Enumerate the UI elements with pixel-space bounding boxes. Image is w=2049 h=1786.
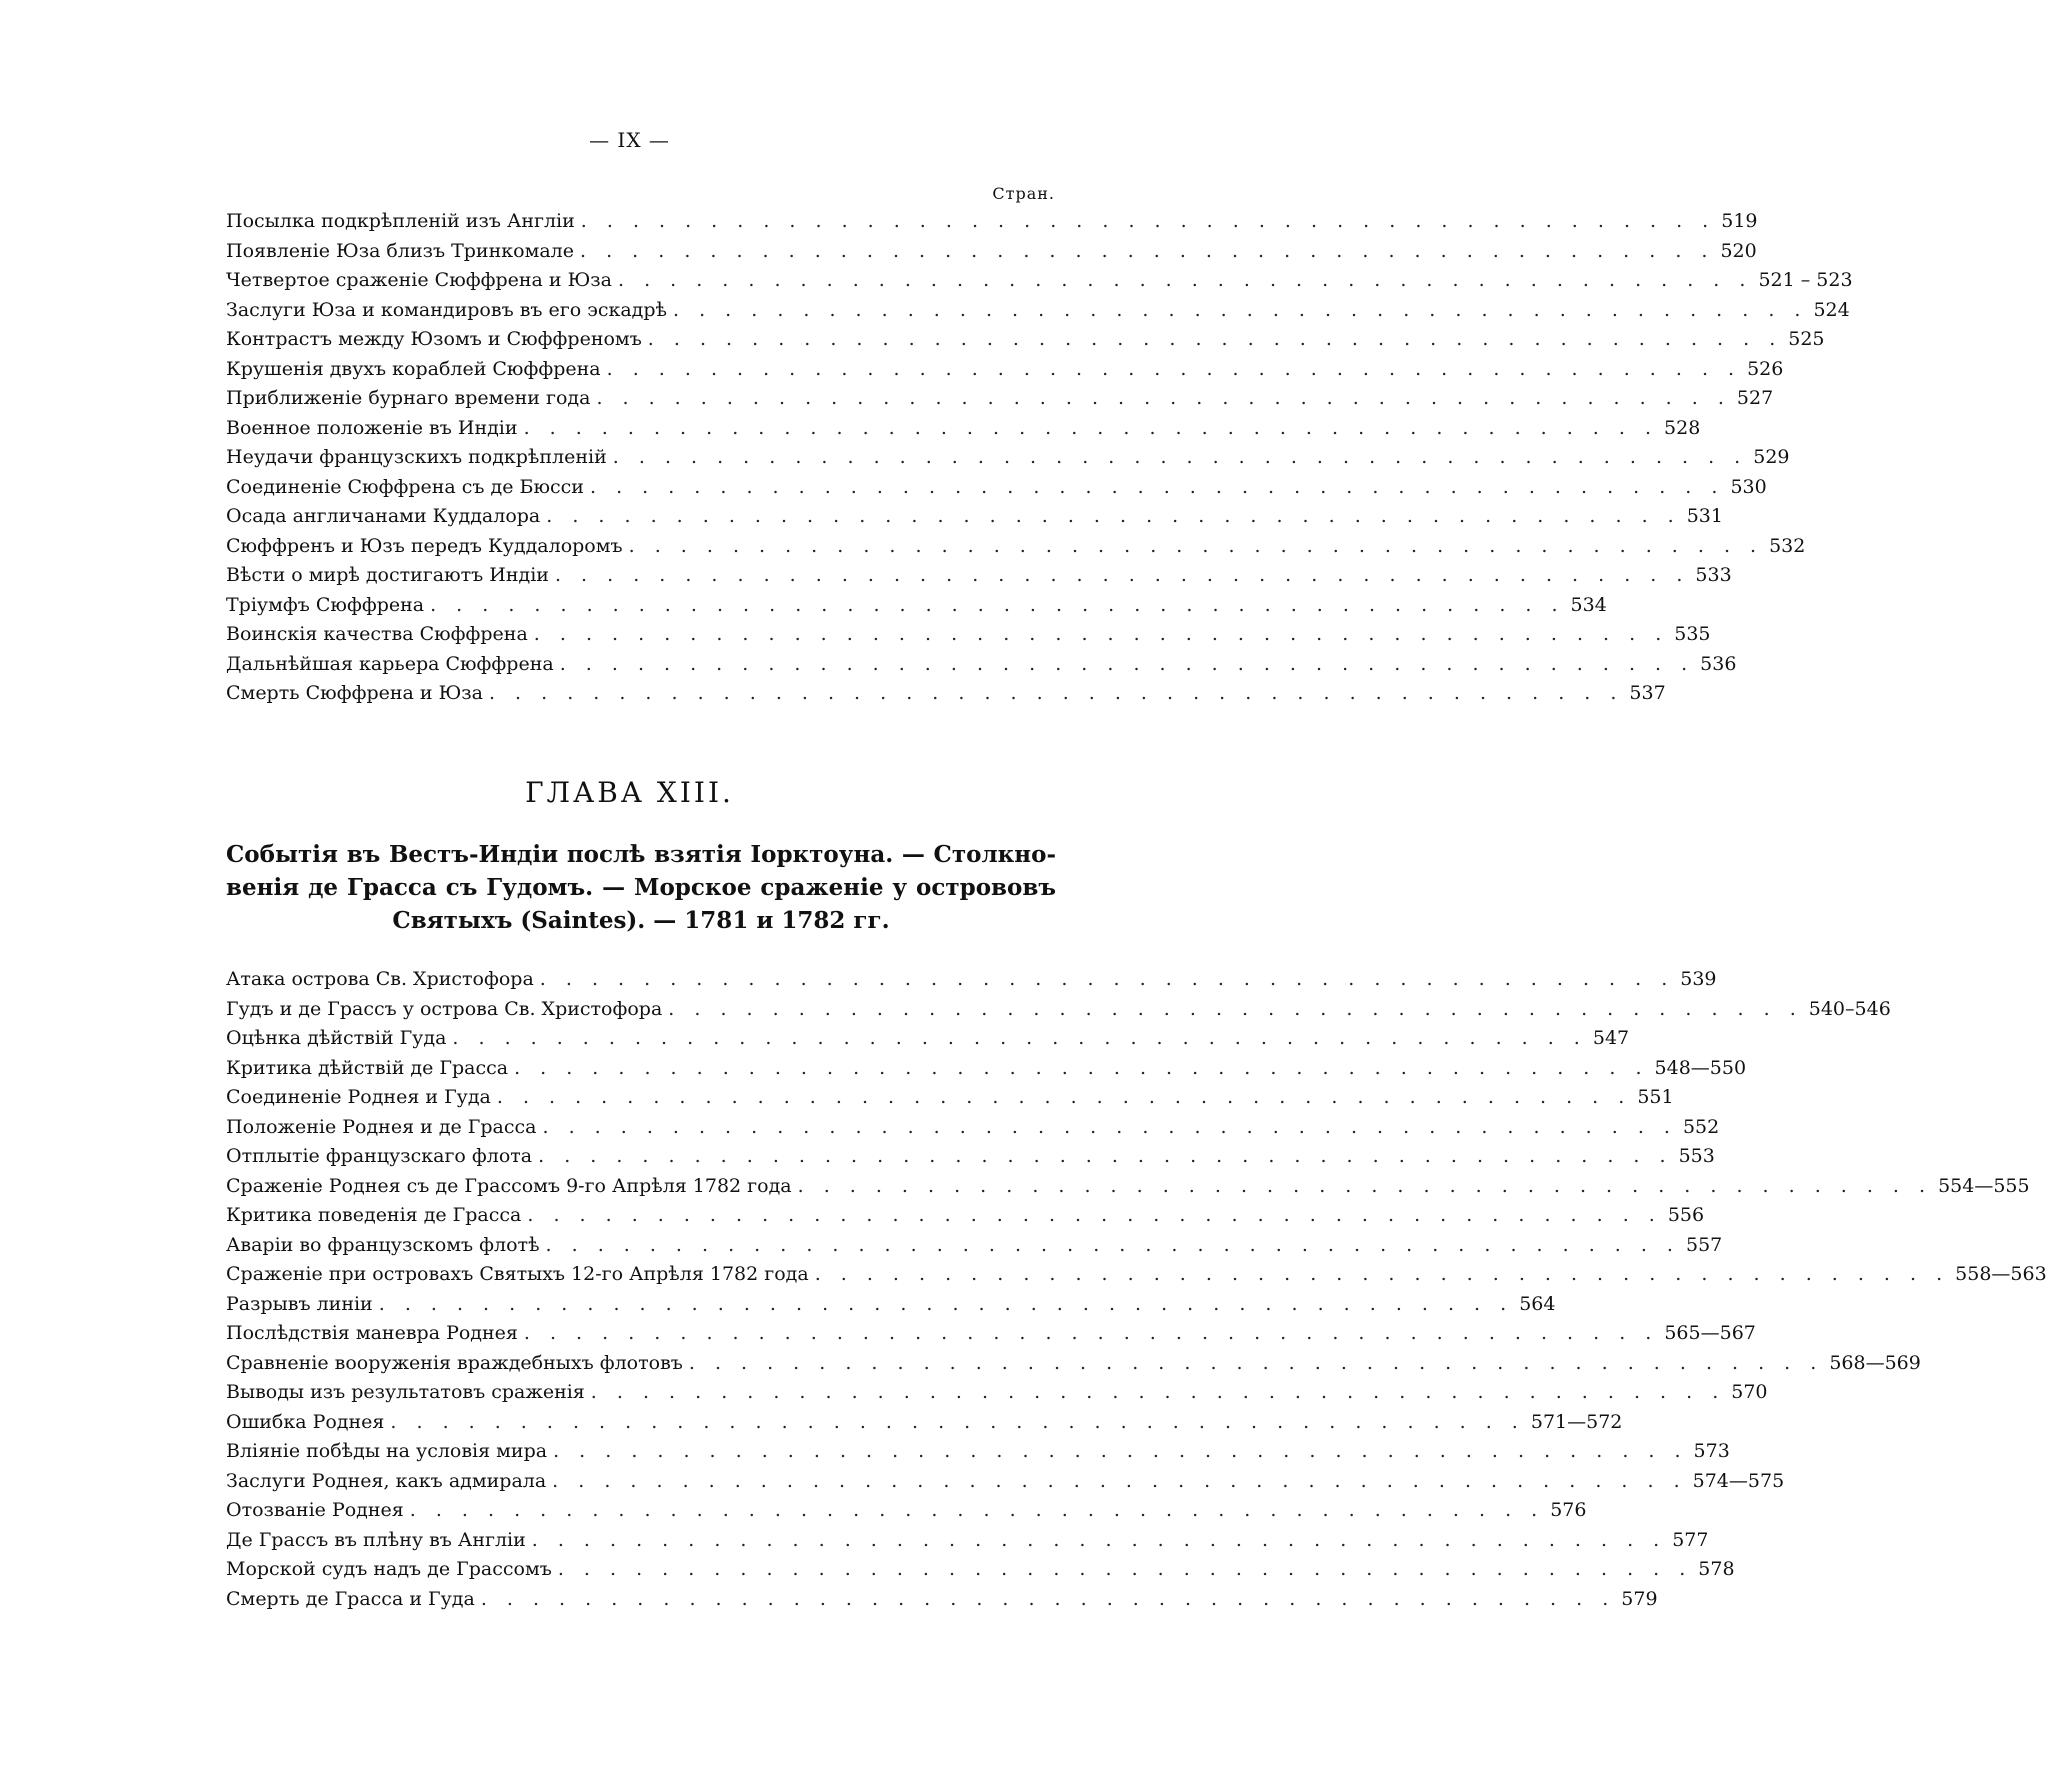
toc-entry-page: 578 [1698, 1558, 1735, 1580]
toc-entry [226, 387, 1774, 417]
toc-entry-title: Сраженіе при островахъ Святыхъ 12-го Апрѣля 1782 года [226, 1263, 809, 1285]
page-number: — IX — [589, 128, 670, 152]
toc-entry [226, 1233, 1723, 1264]
toc-entry-title: Ошибка Роднея [226, 1410, 385, 1433]
toc-entry [226, 652, 1737, 683]
toc-entry-page: 527 [1736, 387, 1774, 409]
toc-leader-dots: . . . . . . . . . . . . . . . . . . . . . . . . . . . . . . . . . . . . . . . . . . . . [542, 1115, 1677, 1138]
toc-entry [226, 1086, 1674, 1116]
chapter-heading: ГЛАВА XIII. [525, 776, 734, 809]
toc-entry [226, 1174, 2030, 1205]
toc-leader-dots: . . . . . . . . . . . . . . . . . . . . . . . . . . . . . . . . . . . . . . . . . . . . [553, 1440, 1688, 1462]
toc-entry-page: 529 [1753, 446, 1790, 468]
toc-entry-title: Послѣдствія маневра Роднея [226, 1322, 518, 1344]
toc-entry-title: Дальнѣйшая карьера Сюффрена [226, 652, 554, 675]
toc-leader-dots: . . . . . . . . . . . . . . . . . . . . . . . . . . . . . . . . . . . . . . . . . . . . [523, 1322, 1659, 1344]
toc-entry-title: Приближеніе бурнаго времени года [226, 387, 591, 409]
toc-entry-page: 537 [1629, 682, 1666, 704]
toc-entry [226, 682, 1666, 712]
toc-entry [226, 1528, 1709, 1559]
toc-entry-page: 520 [1720, 239, 1757, 262]
chapter-subtitle-line: Событія въ Вестъ-Индіи послѣ взятія Іорктоуна. — Столкно- [226, 841, 1056, 868]
toc-entry-page: 525 [1788, 328, 1825, 350]
toc-entry-title: Критика поведенія де Грасса [226, 1204, 522, 1226]
toc-entry [226, 564, 1732, 594]
toc-entry-title: Вліяніе побѣды на условія мира [226, 1440, 548, 1462]
toc-leader-dots: . . . . . . . . . . . . . . . . . . . . . . . . . . . . . . . . . . . . . . . . . . . . [557, 1558, 1693, 1580]
toc-entry-title: Положеніе Роднея и де Грасса [226, 1115, 537, 1138]
page-column-header: Стран. [992, 184, 1055, 203]
toc-entry-title: Атака острова Св. Христофора [226, 968, 534, 990]
toc-entry [226, 1115, 1720, 1146]
toc-leader-dots: . . . . . . . . . . . . . . . . . . . . . . . . . . . . . . . . . . . . . . . . . . . . [647, 328, 1783, 350]
toc-entry-title: Гудъ и де Грассъ у острова Св. Христофора [226, 997, 663, 1020]
toc-entry-page: 574—575 [1692, 1469, 1785, 1492]
toc-entry-title: Аваріи во французскомъ флотѣ [226, 1233, 540, 1256]
toc-entry-page: 528 [1664, 416, 1701, 439]
toc-leader-dots: . . . . . . . . . . . . . . . . . . . . . . . . . . . . . . . . . . . . . . . . . . . . [580, 210, 1716, 232]
toc-entry [226, 1322, 1756, 1352]
toc-entry-page: 533 [1695, 564, 1732, 586]
toc-leader-dots: . . . . . . . . . . . . . . . . . . . . . . . . . . . . . . . . . . . . . . . . . . . . [538, 1145, 1673, 1167]
toc-entry-page: 539 [1680, 968, 1717, 990]
toc-entry [226, 475, 1767, 506]
toc-entry-title: Сравненіе вооруженія враждебныхъ флотовъ [226, 1351, 683, 1374]
toc-entry-page: 526 [1747, 357, 1784, 380]
toc-entry-page: 570 [1731, 1381, 1768, 1403]
toc-entry-page: 548—550 [1654, 1056, 1747, 1079]
toc-entry [226, 1410, 1623, 1441]
toc-entry [226, 416, 1701, 447]
toc-entry [226, 210, 1758, 240]
toc-leader-dots: . . . . . . . . . . . . . . . . . . . . . . . . . . . . . . . . . . . . . . . . . . . . [533, 623, 1669, 645]
toc-entry [226, 534, 1806, 565]
toc-entry-page: 551 [1637, 1086, 1674, 1108]
toc-entry-page: 558—563 [1955, 1263, 2047, 1285]
toc-entry [226, 298, 1850, 329]
toc-entry-page: 535 [1674, 623, 1711, 645]
toc-entry-page: 568—569 [1829, 1351, 1921, 1374]
toc-entry [226, 1204, 1705, 1234]
toc-entry [226, 446, 1790, 476]
toc-entry-title: Оцѣнка дѣйствій Гуда [226, 1027, 447, 1049]
toc-entry-title: Крушенія двухъ кораблей Сюффрена [226, 357, 601, 380]
toc-entry-page: 553 [1678, 1145, 1715, 1167]
toc-entry [226, 968, 1717, 998]
toc-entry [226, 593, 1607, 624]
toc-entry [226, 623, 1711, 653]
toc-entry [226, 328, 1825, 358]
toc-entry-title: Соединеніе Сюффрена съ де Бюсси [226, 475, 584, 498]
toc-entry [226, 1499, 1587, 1529]
toc-entry-title: Вѣсти о мирѣ достигаютъ Индіи [226, 564, 549, 586]
toc-entry-page: 557 [1685, 1233, 1723, 1256]
toc-entry-title: Сюффренъ и Юзъ передъ Куддалоромъ [226, 534, 623, 557]
toc-leader-dots: . . . . . . . . . . . . . . . . . . . . . . . . . . . . . . . . . . . . . . . . . . . . [628, 534, 1764, 557]
toc-leader-dots: . . . . . . . . . . . . . . . . . . . . . . . . . . . . . . . . . . . . . . . . . . . . [480, 1587, 1616, 1610]
toc-entry-title: Военное положеніе въ Индіи [226, 416, 518, 439]
chapter-subtitle [226, 838, 1056, 937]
toc-entry [226, 239, 1757, 270]
toc-leader-dots: . . . . . . . . . . . . . . . . . . . . . . . . . . . . . . . . . . . . . . . . . . . . [559, 652, 1695, 675]
toc-entry [226, 1351, 1921, 1382]
toc-leader-dots: . . . . . . . . . . . . . . . . . . . . . . . . . . . . . . . . . . . . . . . . . . . . [546, 505, 1681, 527]
toc-entry-page: 534 [1570, 593, 1607, 616]
toc-entry-page: 540–546 [1808, 997, 1891, 1020]
toc-entry [226, 1558, 1735, 1588]
toc-leader-dots: . . . . . . . . . . . . . . . . . . . . . . . . . . . . . . . . . . . . . . . . . . . . [673, 298, 1808, 321]
toc-entry-title: Де Грассъ въ плѣну въ Англіи [226, 1528, 526, 1551]
toc-leader-dots: . . . . . . . . . . . . . . . . . . . . . . . . . . . . . . . . . . . . . . . . . . . . [668, 997, 1803, 1020]
toc-entry-title: Четвертое сраженіе Сюффрена и Юза [226, 269, 612, 291]
toc-leader-dots: . . . . . . . . . . . . . . . . . . . . . . . . . . . . . . . . . . . . . . . . . . . . [596, 387, 1731, 409]
toc-entry [226, 1027, 1630, 1057]
toc-entry-title: Смерть Сюффрена и Юза [226, 682, 483, 704]
toc-leader-dots: . . . . . . . . . . . . . . . . . . . . . . . . . . . . . . . . . . . . . . . . . . . . [580, 239, 1715, 262]
toc-entry [226, 1440, 1730, 1470]
toc-leader-dots: . . . . . . . . . . . . . . . . . . . . . . . . . . . . . . . . . . . . . . . . . . . . [378, 1292, 1514, 1315]
toc-leader-dots: . . . . . . . . . . . . . . . . . . . . . . . . . . . . . . . . . . . . . . . . . . . . [488, 682, 1624, 704]
toc-leader-dots: . . . . . . . . . . . . . . . . . . . . . . . . . . . . . . . . . . . . . . . . . . . . [496, 1086, 1632, 1108]
toc-entry [226, 357, 1784, 388]
toc-leader-dots: . . . . . . . . . . . . . . . . . . . . . . . . . . . . . . . . . . . . . . . . . . . . [430, 593, 1565, 616]
toc-entry-title: Отозваніе Роднея [226, 1499, 404, 1521]
toc-leader-dots: . . . . . . . . . . . . . . . . . . . . . . . . . . . . . . . . . . . . . . . . . . . . [409, 1499, 1545, 1521]
toc-entry-title: Неудачи французскихъ подкрѣпленій [226, 446, 607, 468]
toc-entry-page: 576 [1550, 1499, 1587, 1521]
toc-entry-title: Осада англичанами Куддалора [226, 505, 541, 527]
toc-entry-title: Отплытіе французскаго флота [226, 1145, 533, 1167]
toc-leader-dots: . . . . . . . . . . . . . . . . . . . . . . . . . . . . . . . . . . . . . . . . . . . . [523, 416, 1659, 439]
toc-entry-title: Посылка подкрѣпленій изъ Англіи [226, 210, 575, 232]
toc-entry [226, 505, 1723, 535]
toc-entry-title: Смерть де Грасса и Гуда [226, 1587, 475, 1610]
toc-entry [226, 1381, 1768, 1411]
toc-leader-dots: . . . . . . . . . . . . . . . . . . . . . . . . . . . . . . . . . . . . . . . . . . . . [617, 269, 1753, 291]
toc-entry-page: 564 [1519, 1292, 1556, 1315]
chapter-subtitle-line: венія де Грасса съ Гудомъ. — Морское сраженіе у острововъ [226, 874, 1056, 901]
toc-entry-page: 547 [1592, 1027, 1630, 1049]
toc-entry-page: 554—555 [1938, 1174, 2030, 1197]
toc-entry [226, 1292, 1556, 1323]
toc-leader-dots: . . . . . . . . . . . . . . . . . . . . . . . . . . . . . . . . . . . . . . . . . . . . [554, 564, 1690, 586]
toc-entry-page: 524 [1813, 298, 1850, 321]
toc-entry-title: Морской судъ надъ де Грассомъ [226, 1558, 552, 1580]
toc-entry-title: Выводы изъ результатовъ сраженія [226, 1381, 585, 1403]
toc-entry-title: Контрастъ между Юзомъ и Сюффреномъ [226, 328, 642, 350]
toc-leader-dots: . . . . . . . . . . . . . . . . . . . . . . . . . . . . . . . . . . . . . . . . . . . . [539, 968, 1675, 990]
toc-entry-page: 556 [1667, 1204, 1705, 1226]
toc-entry [226, 1145, 1715, 1175]
toc-leader-dots: . . . . . . . . . . . . . . . . . . . . . . . . . . . . . . . . . . . . . . . . . . . . [606, 357, 1742, 380]
toc-leader-dots: . . . . . . . . . . . . . . . . . . . . . . . . . . . . . . . . . . . . . . . . . . . . [552, 1469, 1687, 1492]
toc-entry [226, 269, 1853, 299]
toc-entry-page: 521 – 523 [1758, 269, 1853, 291]
toc-entry-page: 530 [1730, 475, 1767, 498]
toc-leader-dots: . . . . . . . . . . . . . . . . . . . . . . . . . . . . . . . . . . . . . . . . . . . . [797, 1174, 1933, 1197]
toc-entry-page: 532 [1769, 534, 1806, 557]
toc-entry-title: Критика дѣйствій де Грасса [226, 1056, 509, 1079]
toc-leader-dots: . . . . . . . . . . . . . . . . . . . . . . . . . . . . . . . . . . . . . . . . . . . . [814, 1263, 1950, 1285]
toc-entry-title: Сраженіе Роднея съ де Грассомъ 9-го Апрѣля 1782 года [226, 1174, 792, 1197]
toc-leader-dots: . . . . . . . . . . . . . . . . . . . . . . . . . . . . . . . . . . . . . . . . . . . . [545, 1233, 1680, 1256]
toc-entry-page: 579 [1621, 1587, 1658, 1610]
toc-entry [226, 997, 1891, 1028]
toc-leader-dots: . . . . . . . . . . . . . . . . . . . . . . . . . . . . . . . . . . . . . . . . . . . . [390, 1410, 1525, 1433]
toc-leader-dots: . . . . . . . . . . . . . . . . . . . . . . . . . . . . . . . . . . . . . . . . . . . . [527, 1204, 1662, 1226]
toc-leader-dots: . . . . . . . . . . . . . . . . . . . . . . . . . . . . . . . . . . . . . . . . . . . . [452, 1027, 1587, 1049]
toc-entry-title: Заслуги Юза и командировъ въ его эскадрѣ [226, 298, 667, 321]
toc-entry-page: 536 [1700, 652, 1737, 675]
toc-entry-page: 519 [1721, 210, 1758, 232]
toc-leader-dots: . . . . . . . . . . . . . . . . . . . . . . . . . . . . . . . . . . . . . . . . . . . . [589, 475, 1725, 498]
toc-entry-title: Появленіе Юза близъ Тринкомале [226, 239, 574, 262]
toc-entry-page: 552 [1682, 1115, 1720, 1138]
toc-entry-title: Соединеніе Роднея и Гуда [226, 1086, 491, 1108]
toc-leader-dots: . . . . . . . . . . . . . . . . . . . . . . . . . . . . . . . . . . . . . . . . . . . . [688, 1351, 1824, 1374]
toc-leader-dots: . . . . . . . . . . . . . . . . . . . . . . . . . . . . . . . . . . . . . . . . . . . . [590, 1381, 1726, 1403]
toc-entry-page: 577 [1672, 1528, 1709, 1551]
toc-entry-title: Разрывъ линіи [226, 1292, 373, 1315]
toc-entry [226, 1469, 1785, 1500]
toc-entry [226, 1056, 1747, 1087]
toc-entry [226, 1587, 1658, 1618]
toc-entry-title: Заслуги Роднея, какъ адмирала [226, 1469, 547, 1492]
toc-section-bottom [226, 968, 2047, 1617]
chapter-subtitle-line: Святыхъ (Saintes). — 1781 и 1782 гг. [392, 907, 890, 934]
toc-entry-page: 531 [1686, 505, 1723, 527]
toc-entry-page: 571—572 [1530, 1410, 1623, 1433]
toc-entry-page: 573 [1693, 1440, 1730, 1462]
toc-leader-dots: . . . . . . . . . . . . . . . . . . . . . . . . . . . . . . . . . . . . . . . . . . . . [514, 1056, 1649, 1079]
toc-entry-title: Воинскія качества Сюффрена [226, 623, 528, 645]
toc-leader-dots: . . . . . . . . . . . . . . . . . . . . . . . . . . . . . . . . . . . . . . . . . . . . [531, 1528, 1667, 1551]
toc-entry [226, 1263, 2047, 1293]
toc-entry-page: 565—567 [1664, 1322, 1756, 1344]
toc-leader-dots: . . . . . . . . . . . . . . . . . . . . . . . . . . . . . . . . . . . . . . . . . . . . [612, 446, 1748, 468]
toc-entry-title: Тріумфъ Сюффрена [226, 593, 425, 616]
toc-section-top [226, 210, 1853, 712]
